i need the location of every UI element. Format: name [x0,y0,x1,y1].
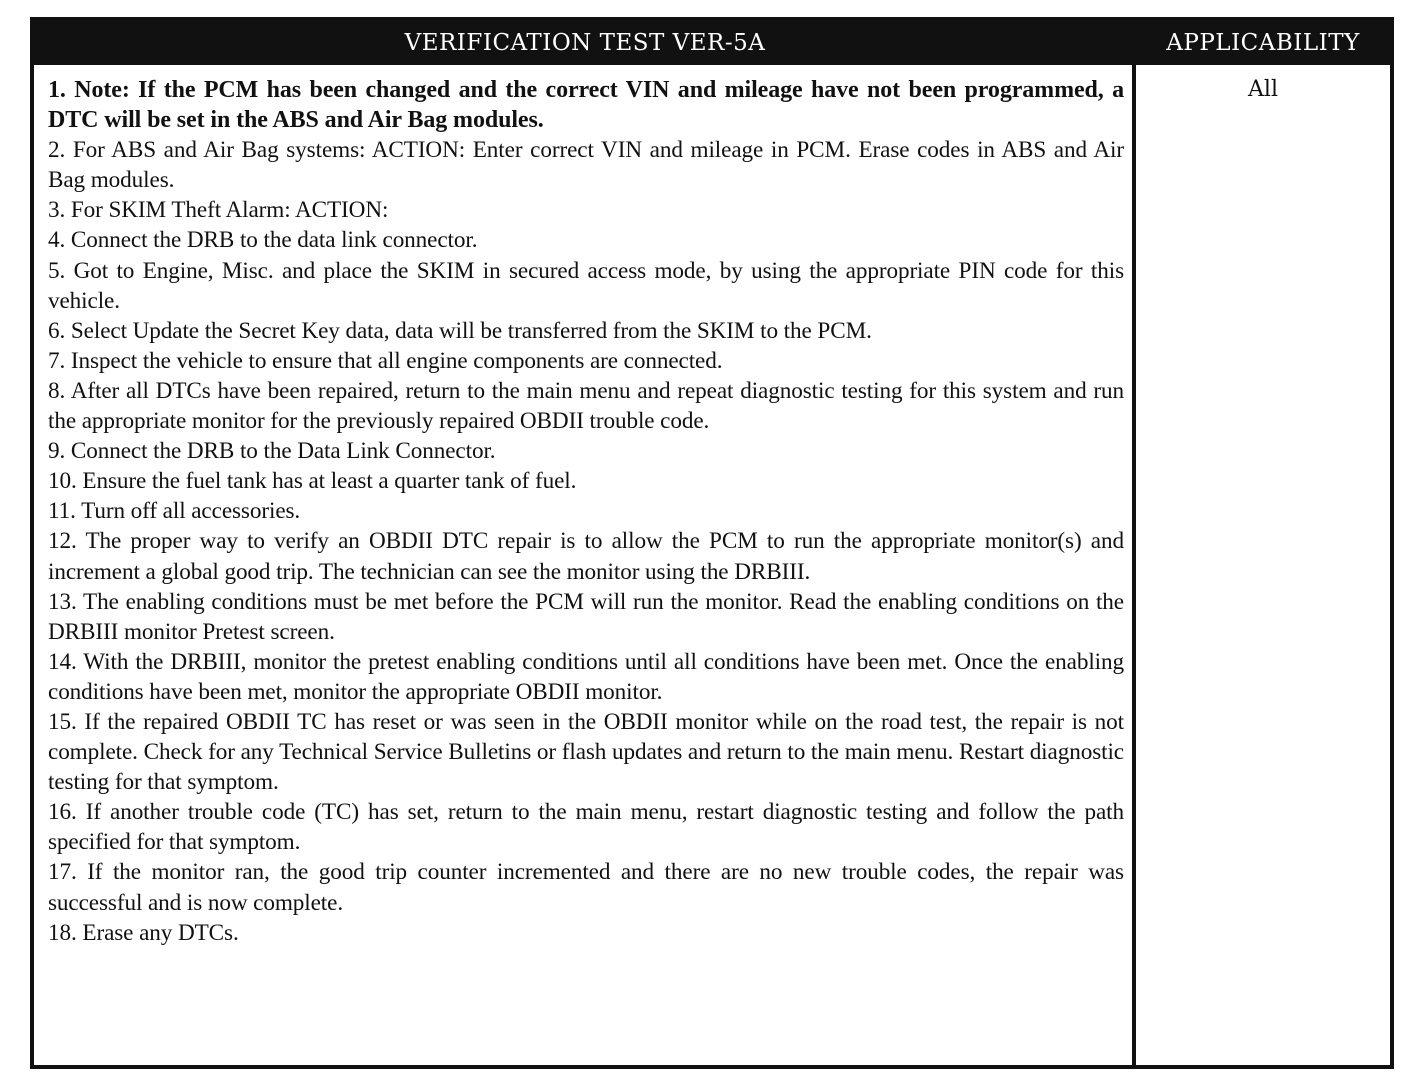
table-header-row [34,21,1390,65]
step-item: 7. Inspect the vehicle to ensure that all engine components are connected. [48,347,723,374]
step-item: 16. If another trouble code (TC) has set, return to the main menu, restart diagnostic testing and follow the path specified for that symptom. [48,799,1124,856]
instructions-cell [34,65,1136,1065]
step-item: 15. If the repaired OBDII TC has reset or was seen in the OBDII monitor while on the road test, the repair is not complete. Check for any Technical Service Bulletins or flash updates and return to the main menu. Restart diagnostic testing for that symptom. [48,708,1124,796]
test-title-header: VERIFICATION TEST VER-5A [404,30,766,56]
table-content-row [34,65,1390,1065]
step-item: 17. If the monitor ran, the good trip counter incremented and there are no new trouble codes, the repair was successful and is now complete. [48,859,1124,916]
applicability-cell [1136,65,1390,1065]
step-item: 5. Got to Engine, Misc. and place the SKIM in secured access mode, by using the appropriate PIN code for this vehicle. [48,257,1124,314]
step-item: 2. For ABS and Air Bag systems: ACTION: Enter correct VIN and mileage in PCM. Erase codes in ABS and Air Bag modules. [48,137,1124,194]
step-item: 3. For SKIM Theft Alarm: ACTION: [48,197,389,224]
step-item: 6. Select Update the Secret Key data, data will be transferred from the SKIM to the PCM. [48,317,872,344]
step-item: 12. The proper way to verify an OBDII DTC repair is to allow the PCM to run the appropriate monitor(s) and increment a global good trip. The technician can see the monitor using the DRBIII. [48,528,1124,585]
applicability-header: APPLICABILITY [1166,30,1360,56]
verification-test-table [30,17,1394,1069]
applicability-value: All [1248,77,1278,102]
step-item: 1. Note: If the PCM has been changed and the correct VIN and mileage have not been programmed, a DTC will be set in the ABS and Air Bag modules. [48,77,1124,134]
step-item: 11. Turn off all accessories. [48,498,301,525]
step-item: 9. Connect the DRB to the Data Link Connector. [48,438,496,465]
step-item: 13. The enabling conditions must be met before the PCM will run the monitor. Read the enabling conditions on the DRBIII monitor Pretest screen. [48,588,1124,645]
step-item: 18. Erase any DTCs. [48,919,239,946]
step-item: 10. Ensure the fuel tank has at least a quarter tank of fuel. [48,468,577,495]
step-item: 14. With the DRBIII, monitor the pretest enabling conditions until all conditions have been met. Once the enabling conditions have been met, monitor the appropriate OBDII monitor. [48,648,1124,705]
step-item: 8. After all DTCs have been repaired, return to the main menu and repeat diagnostic testing for this system and run the appropriate monitor for the previously repaired OBDII trouble code. [48,377,1124,435]
step-item: 4. Connect the DRB to the data link connector. [48,227,478,254]
